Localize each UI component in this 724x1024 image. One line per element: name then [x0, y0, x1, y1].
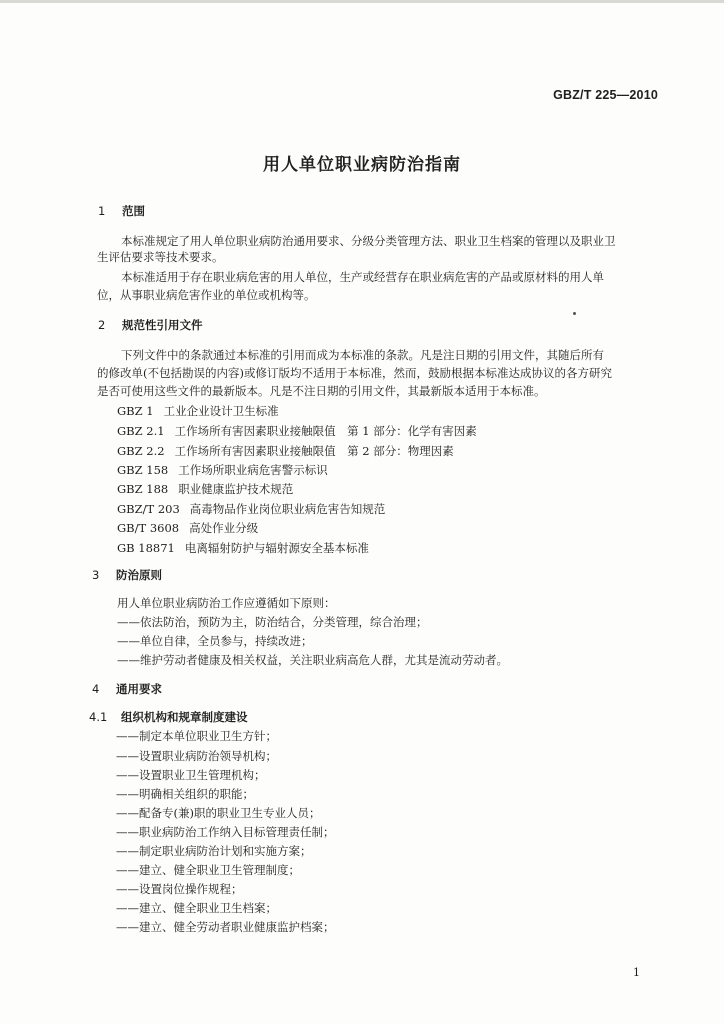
list-item: ——单位自律，全员参与，持续改进；: [117, 634, 313, 648]
section-4-heading: [92, 684, 162, 696]
section-title: 规范性引用文件: [122, 318, 203, 332]
reference-item: [117, 523, 258, 535]
list-item: ——设置职业卫生管理机构；: [116, 768, 266, 782]
list-item: ——制定职业病防治计划和实施方案；: [116, 844, 312, 858]
section-number: 4.1: [89, 710, 108, 724]
list-item: ——设置职业病防治领导机构；: [116, 749, 277, 763]
reference-title: 工作场所有害因素职业接触限值 第 1 部分：化学有害因素: [174, 424, 477, 438]
scan-edge: [0, 0, 724, 3]
reference-title: 高毒物品作业岗位职业病危害告知规范: [189, 502, 386, 516]
reference-code: GBZ 2.1: [117, 424, 165, 438]
list-item: ——依法防治，预防为主，防治结合，分类管理，综合治理；: [117, 615, 428, 629]
reference-item: [117, 406, 279, 418]
list-item: ——职业病防治工作纳入目标管理责任制；: [116, 825, 335, 839]
paragraph-line: 本标准规定了用人单位职业病防治通用要求、分级分类管理方法、职业卫生档案的管理以及职业卫: [121, 234, 616, 248]
list-item: ——配备专(兼)职的职业卫生专业人员；: [116, 806, 321, 820]
section-number: 3: [92, 568, 100, 582]
section-title: 防治原则: [116, 568, 162, 582]
reference-code: GBZ/T 203: [117, 502, 180, 516]
paragraph-line: 本标准适用于存在职业病危害的用人单位，生产或经营存在职业病危害的产品或原材料的用人单: [121, 270, 604, 284]
reference-item: [117, 446, 454, 458]
page-number: 1: [633, 966, 640, 979]
reference-code: GBZ 2.2: [117, 444, 165, 458]
list-item: ——维护劳动者健康及相关权益，关注职业病高危人群，尤其是流动劳动者。: [117, 653, 508, 667]
list-item: ——明确相关组织的职能；: [116, 787, 254, 801]
reference-title: 工业企业设计卫生标准: [163, 404, 279, 418]
reference-title: 工作场所职业病危害警示标识: [178, 463, 328, 477]
reference-item: [117, 484, 293, 496]
reference-title: 电离辐射防护与辐射源安全基本标准: [184, 541, 369, 555]
paragraph-line: 位，从事职业病危害作业的单位或机构等。: [97, 288, 316, 302]
section-4-1-heading: [89, 712, 248, 724]
list-item: ——建立、健全职业卫生管理制度；: [116, 863, 300, 877]
section-number: 4: [92, 682, 100, 696]
reference-code: GB/T 3608: [117, 521, 180, 535]
reference-item: [117, 504, 385, 516]
document-title: 用人单位职业病防治指南: [263, 155, 461, 175]
section-number: 1: [98, 204, 106, 218]
reference-title: 工作场所有害因素职业接触限值 第 2 部分：物理因素: [174, 444, 454, 458]
section-3-heading: [92, 570, 162, 582]
list-item: ——建立、健全职业卫生档案；: [116, 901, 277, 915]
paragraph-line: 的修改单(不包括勘误的内容)或修订版均不适用于本标准，然而，鼓励根据本标准达成协议的各方研究: [97, 366, 612, 380]
section-title: 组织机构和规章制度建设: [121, 710, 248, 724]
reference-item: [117, 543, 369, 555]
reference-item: [117, 465, 328, 477]
paragraph-line: 是否可使用这些文件的最新版本。凡是不注日期的引用文件，其最新版本适用于本标准。: [97, 384, 546, 398]
section-number: 2: [98, 318, 106, 332]
paragraph-line: 用人单位职业病防治工作应遵循如下原则：: [117, 596, 336, 610]
reference-code: GB 18871: [117, 541, 175, 555]
section-title: 范围: [122, 204, 145, 218]
paragraph-line: 生评估要求等技术要求。: [97, 250, 224, 264]
reference-item: [117, 426, 477, 438]
section-1-heading: [98, 206, 145, 218]
paragraph-line: 下列文件中的条款通过本标准的引用而成为本标准的条款。凡是注日期的引用文件，其随后所有: [121, 348, 604, 362]
scan-speck: [573, 312, 576, 315]
reference-code: GBZ 158: [117, 463, 169, 477]
list-item: ——建立、健全劳动者职业健康监护档案；: [116, 920, 335, 934]
reference-code: GBZ 1: [117, 404, 154, 418]
standard-code: GBZ/T 225—2010: [553, 88, 658, 102]
reference-title: 职业健康监护技术规范: [178, 482, 294, 496]
section-title: 通用要求: [116, 682, 162, 696]
reference-code: GBZ 188: [117, 482, 169, 496]
reference-title: 高处作业分级: [189, 521, 259, 535]
section-2-heading: [98, 320, 203, 332]
list-item: ——制定本单位职业卫生方针；: [116, 729, 277, 743]
list-item: ——设置岗位操作规程；: [116, 882, 243, 896]
